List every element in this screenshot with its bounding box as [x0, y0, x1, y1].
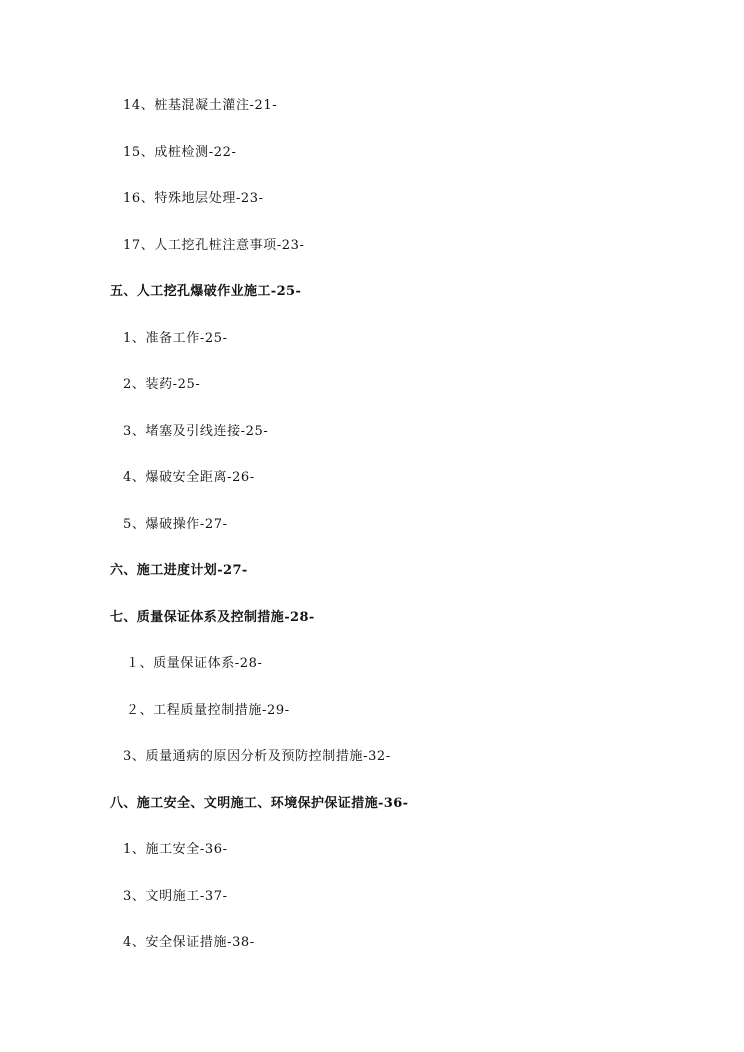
toc-entry[interactable]: 3、堵塞及引线连接-25- [123, 424, 269, 439]
toc-entry[interactable]: 1、施工安全-36- [123, 842, 228, 857]
toc-entry[interactable]: 4、安全保证措施-38- [123, 935, 255, 950]
toc-entry[interactable]: 5、爆破操作-27- [123, 517, 228, 532]
toc-section-heading[interactable]: 五、人工挖孔爆破作业施工-25- [110, 284, 302, 299]
toc-entry[interactable]: ２、工程质量控制措施-29- [126, 703, 290, 718]
toc-section-heading[interactable]: 八、施工安全、文明施工、环境保护保证措施-36- [110, 796, 409, 811]
toc-entry[interactable]: 1、准备工作-25- [123, 331, 228, 346]
toc-entry[interactable]: 14、桩基混凝土灌注-21- [123, 98, 278, 113]
toc-entry[interactable]: １、质量保证体系-28- [126, 656, 263, 671]
toc-entry[interactable]: 17、人工挖孔桩注意事项-23- [123, 238, 305, 253]
toc-entry[interactable]: 2、装药-25- [123, 377, 201, 392]
toc-entry[interactable]: 3、文明施工-37- [123, 889, 228, 904]
toc-entry[interactable]: 16、特殊地层处理-23- [123, 191, 264, 206]
toc-entry[interactable]: 3、质量通病的原因分析及预防控制措施-32- [123, 749, 391, 764]
toc-entry[interactable]: 4、爆破安全距离-26- [123, 470, 255, 485]
toc-section-heading[interactable]: 六、施工进度计划-27- [110, 563, 248, 578]
toc-section-heading[interactable]: 七、质量保证体系及控制措施-28- [110, 610, 315, 625]
toc-entry[interactable]: 15、成桩检测-22- [123, 145, 237, 160]
